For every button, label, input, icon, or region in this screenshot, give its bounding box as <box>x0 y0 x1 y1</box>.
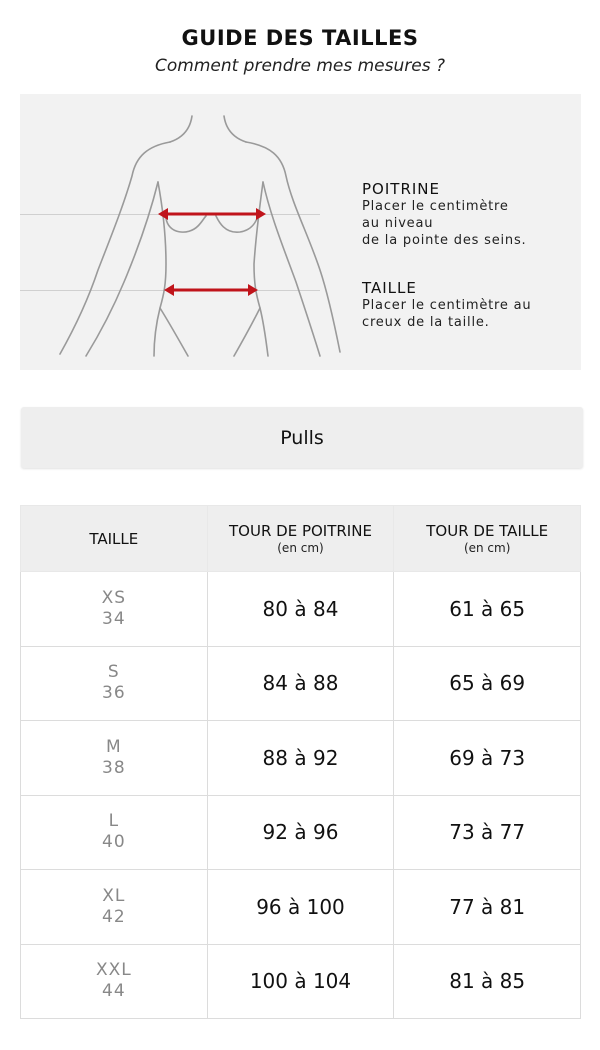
table-row <box>21 795 581 870</box>
chest-instruction-line: Placer le centimètre <box>362 199 509 214</box>
table-row <box>21 572 581 647</box>
size-cell: S 36 <box>21 646 208 721</box>
category-label: Pulls <box>280 426 324 449</box>
column-unit: (en cm) <box>463 541 511 555</box>
waist-cell: 61 à 65 <box>394 572 581 647</box>
table-row <box>21 944 581 1019</box>
chest-cell: 100 à 104 <box>207 944 394 1019</box>
chest-cell: 84 à 88 <box>207 646 394 721</box>
waist-cell: 65 à 69 <box>394 646 581 721</box>
table-row <box>21 721 581 796</box>
size-cell: M 38 <box>21 721 208 796</box>
chest-cell: 88 à 92 <box>207 721 394 796</box>
column-unit: (en cm) <box>277 541 324 555</box>
waist-instruction-heading: TAILLE <box>362 279 417 297</box>
size-cell: XXL 44 <box>21 944 208 1019</box>
chest-instruction <box>362 180 526 249</box>
chest-instruction-heading: POITRINE <box>362 180 440 198</box>
waist-cell: 77 à 81 <box>394 870 581 945</box>
chest-cell: 92 à 96 <box>207 795 394 870</box>
waist-cell: 73 à 77 <box>394 795 581 870</box>
table-row <box>21 646 581 721</box>
waist-instruction <box>362 279 531 331</box>
size-cell: XL 42 <box>21 870 208 945</box>
waist-cell: 69 à 73 <box>394 721 581 796</box>
measurement-illustration <box>20 94 581 370</box>
page-title: GUIDE DES TAILLES <box>181 26 419 50</box>
column-header-waist: TOUR DE TAILLE (en cm) <box>394 506 581 572</box>
column-header-chest: TOUR DE POITRINE (en cm) <box>207 506 394 572</box>
chest-instruction-line: au niveau <box>362 216 434 231</box>
chest-cell: 96 à 100 <box>207 870 394 945</box>
size-cell: XS 34 <box>21 572 208 647</box>
size-cell: L 40 <box>21 795 208 870</box>
chest-cell: 80 à 84 <box>207 572 394 647</box>
table-header-row <box>21 506 581 572</box>
column-header-size: TAILLE <box>21 506 208 572</box>
waist-instruction-line: Placer le centimètre au <box>362 298 532 313</box>
table-row <box>21 870 581 945</box>
category-bar-pulls <box>21 407 583 468</box>
waist-instruction-line: creux de la taille. <box>362 315 490 330</box>
size-table <box>20 505 581 1019</box>
chest-instruction-line: de la pointe des seins. <box>362 233 527 248</box>
waist-cell: 81 à 85 <box>394 944 581 1019</box>
page-subtitle: Comment prendre mes mesures ? <box>154 56 445 76</box>
waist-measure-arrow <box>164 284 258 296</box>
chest-measure-arrow <box>158 208 266 220</box>
